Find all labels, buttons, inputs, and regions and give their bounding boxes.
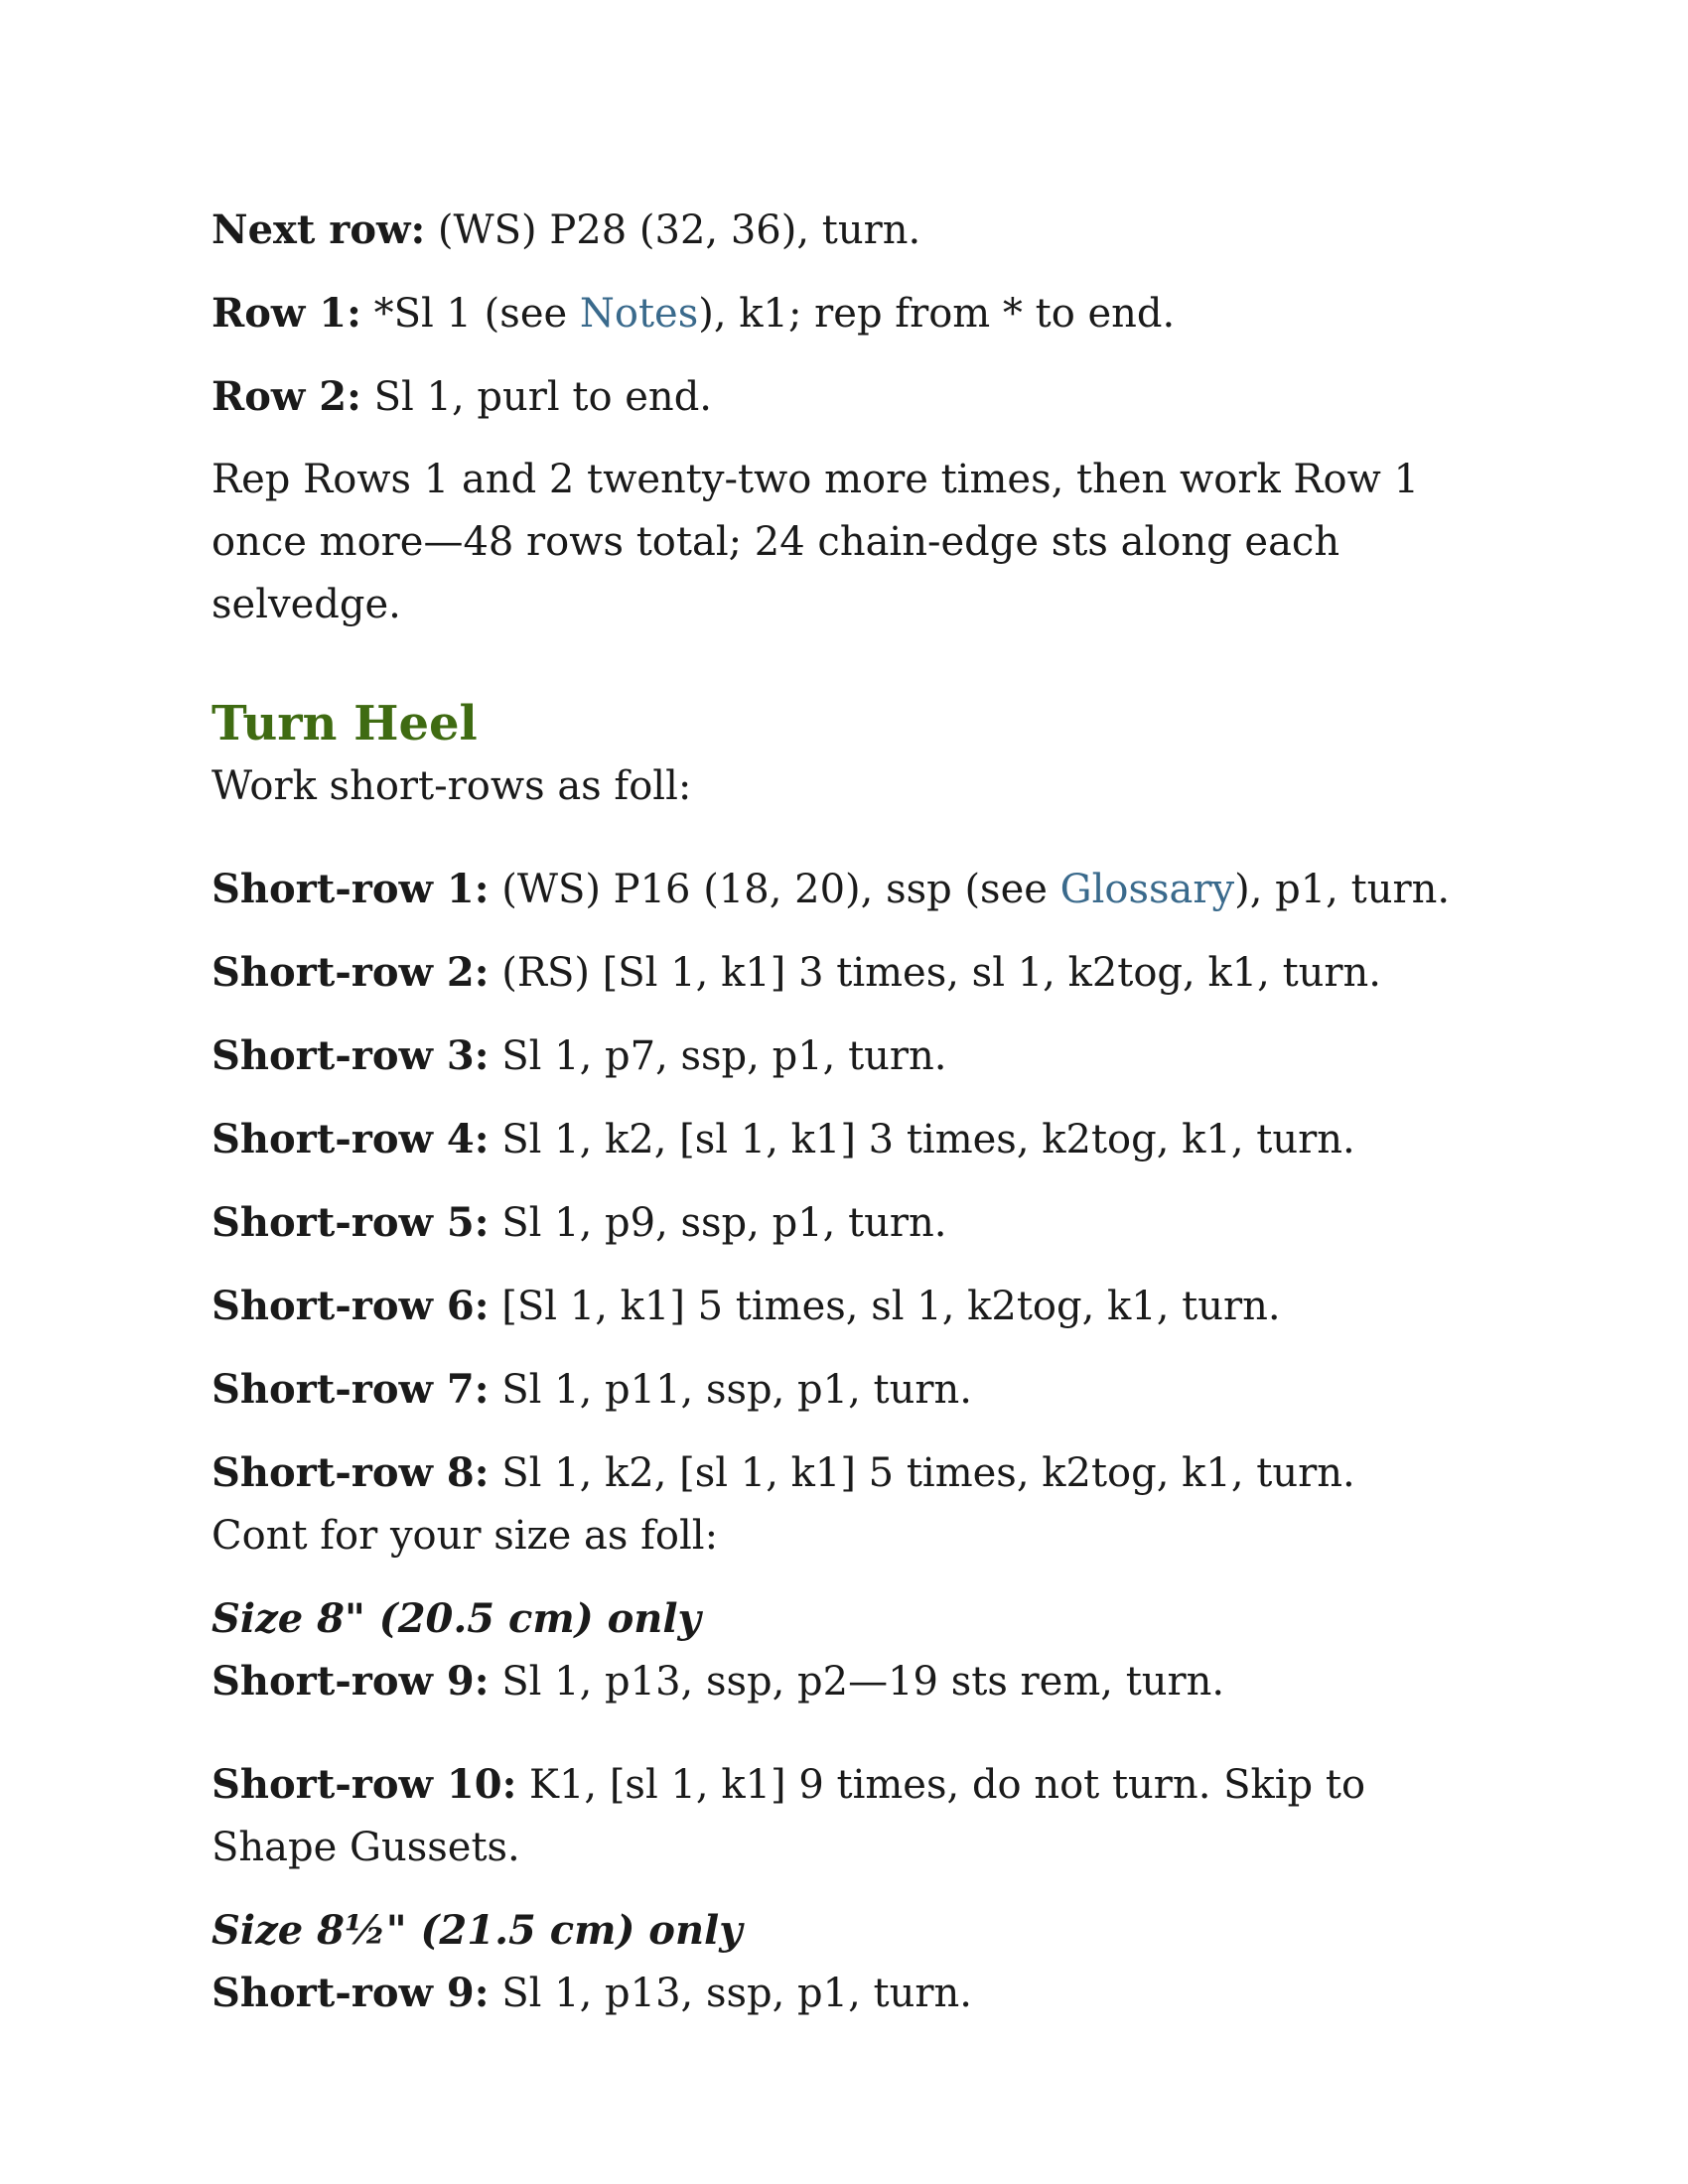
short-row-3-label: Short-row 3: [211, 1032, 490, 1079]
row1-instruction [211, 282, 1463, 345]
short-row-6 [211, 1275, 1463, 1338]
short-row-6-label: Short-row 6: [211, 1283, 490, 1329]
size-8-short-row-10-label: Short-row 10: [211, 1761, 517, 1808]
short-row-4 [211, 1108, 1463, 1171]
row2-instruction [211, 365, 1463, 429]
row1-text-post: ), k1; rep from * to end. [698, 291, 1176, 337]
row2-label: Row 2: [211, 373, 361, 420]
size-8-short-row-9 [211, 1650, 1463, 1713]
short-row-1-text-pre: (WS) P16 (18, 20), ssp (see [489, 867, 1060, 912]
short-row-3-text: Sl 1, p7, ssp, p1, turn. [489, 1033, 947, 1079]
short-row-8 [211, 1441, 1463, 1568]
size-8-5-short-row-9 [211, 1962, 1463, 2025]
short-row-2-text: (RS) [Sl 1, k1] 3 times, sl 1, k2tog, k1, turn. [489, 950, 1382, 996]
size-8-short-row-9-label: Short-row 9: [211, 1658, 490, 1705]
size-8-heading: Size 8" (20.5 cm) only [211, 1595, 701, 1642]
next-row-instruction [211, 199, 1463, 262]
short-row-6-text: [Sl 1, k1] 5 times, sl 1, k2tog, k1, turn. [489, 1284, 1281, 1329]
row1-label: Row 1: [211, 290, 361, 337]
next-row-label: Next row: [211, 206, 426, 253]
short-row-1-text-post: ), p1, turn. [1234, 867, 1451, 912]
row2-text: Sl 1, purl to end. [360, 374, 713, 420]
short-row-5-text: Sl 1, p9, ssp, p1, turn. [489, 1200, 947, 1246]
size-8-short-row-10 [211, 1753, 1463, 1879]
size-8-5-short-row-9-label: Short-row 9: [211, 1970, 490, 2016]
size-8-5-short-row-9-text: Sl 1, p13, ssp, p1, turn. [489, 1971, 972, 2016]
short-row-8-text: Sl 1, k2, [sl 1, k1] 5 times, k2tog, k1, turn. Cont for your size as foll: [211, 1450, 1355, 1559]
short-row-2-label: Short-row 2: [211, 949, 490, 996]
size-8-short-row-10-text: K1, [sl 1, k1] 9 times, do not turn. Skip to Shape Gussets. [211, 1762, 1366, 1870]
glossary-link[interactable]: Glossary [1059, 867, 1235, 912]
short-row-3 [211, 1024, 1463, 1088]
short-row-5 [211, 1191, 1463, 1255]
short-row-1 [211, 858, 1463, 921]
document-page [211, 199, 1463, 2045]
short-row-2 [211, 941, 1463, 1005]
short-row-4-text: Sl 1, k2, [sl 1, k1] 3 times, k2tog, k1, turn. [489, 1117, 1355, 1162]
short-row-4-label: Short-row 4: [211, 1116, 490, 1162]
short-row-7 [211, 1358, 1463, 1422]
short-row-7-label: Short-row 7: [211, 1366, 490, 1413]
short-row-1-label: Short-row 1: [211, 866, 490, 912]
turn-heel-intro: Work short-rows as foll: [211, 763, 692, 809]
next-row-text: (WS) P28 (32, 36), turn. [425, 207, 921, 253]
short-row-7-text: Sl 1, p11, ssp, p1, turn. [489, 1367, 972, 1413]
repeat-instruction: Rep Rows 1 and 2 twenty-two more times, then work Row 1 once more—48 rows total; 24 chain-edge sts along each selvedge. [211, 457, 1420, 627]
size-8-short-row-9-text: Sl 1, p13, ssp, p2—19 sts rem, turn. [489, 1659, 1225, 1705]
short-row-8-label: Short-row 8: [211, 1449, 490, 1496]
notes-link[interactable]: Notes [579, 291, 699, 337]
size-8-5-heading: Size 8½" (21.5 cm) only [211, 1907, 743, 1954]
turn-heel-heading: Turn Heel [211, 696, 478, 751]
short-row-5-label: Short-row 5: [211, 1199, 490, 1246]
row1-text-pre: *Sl 1 (see [360, 291, 580, 337]
